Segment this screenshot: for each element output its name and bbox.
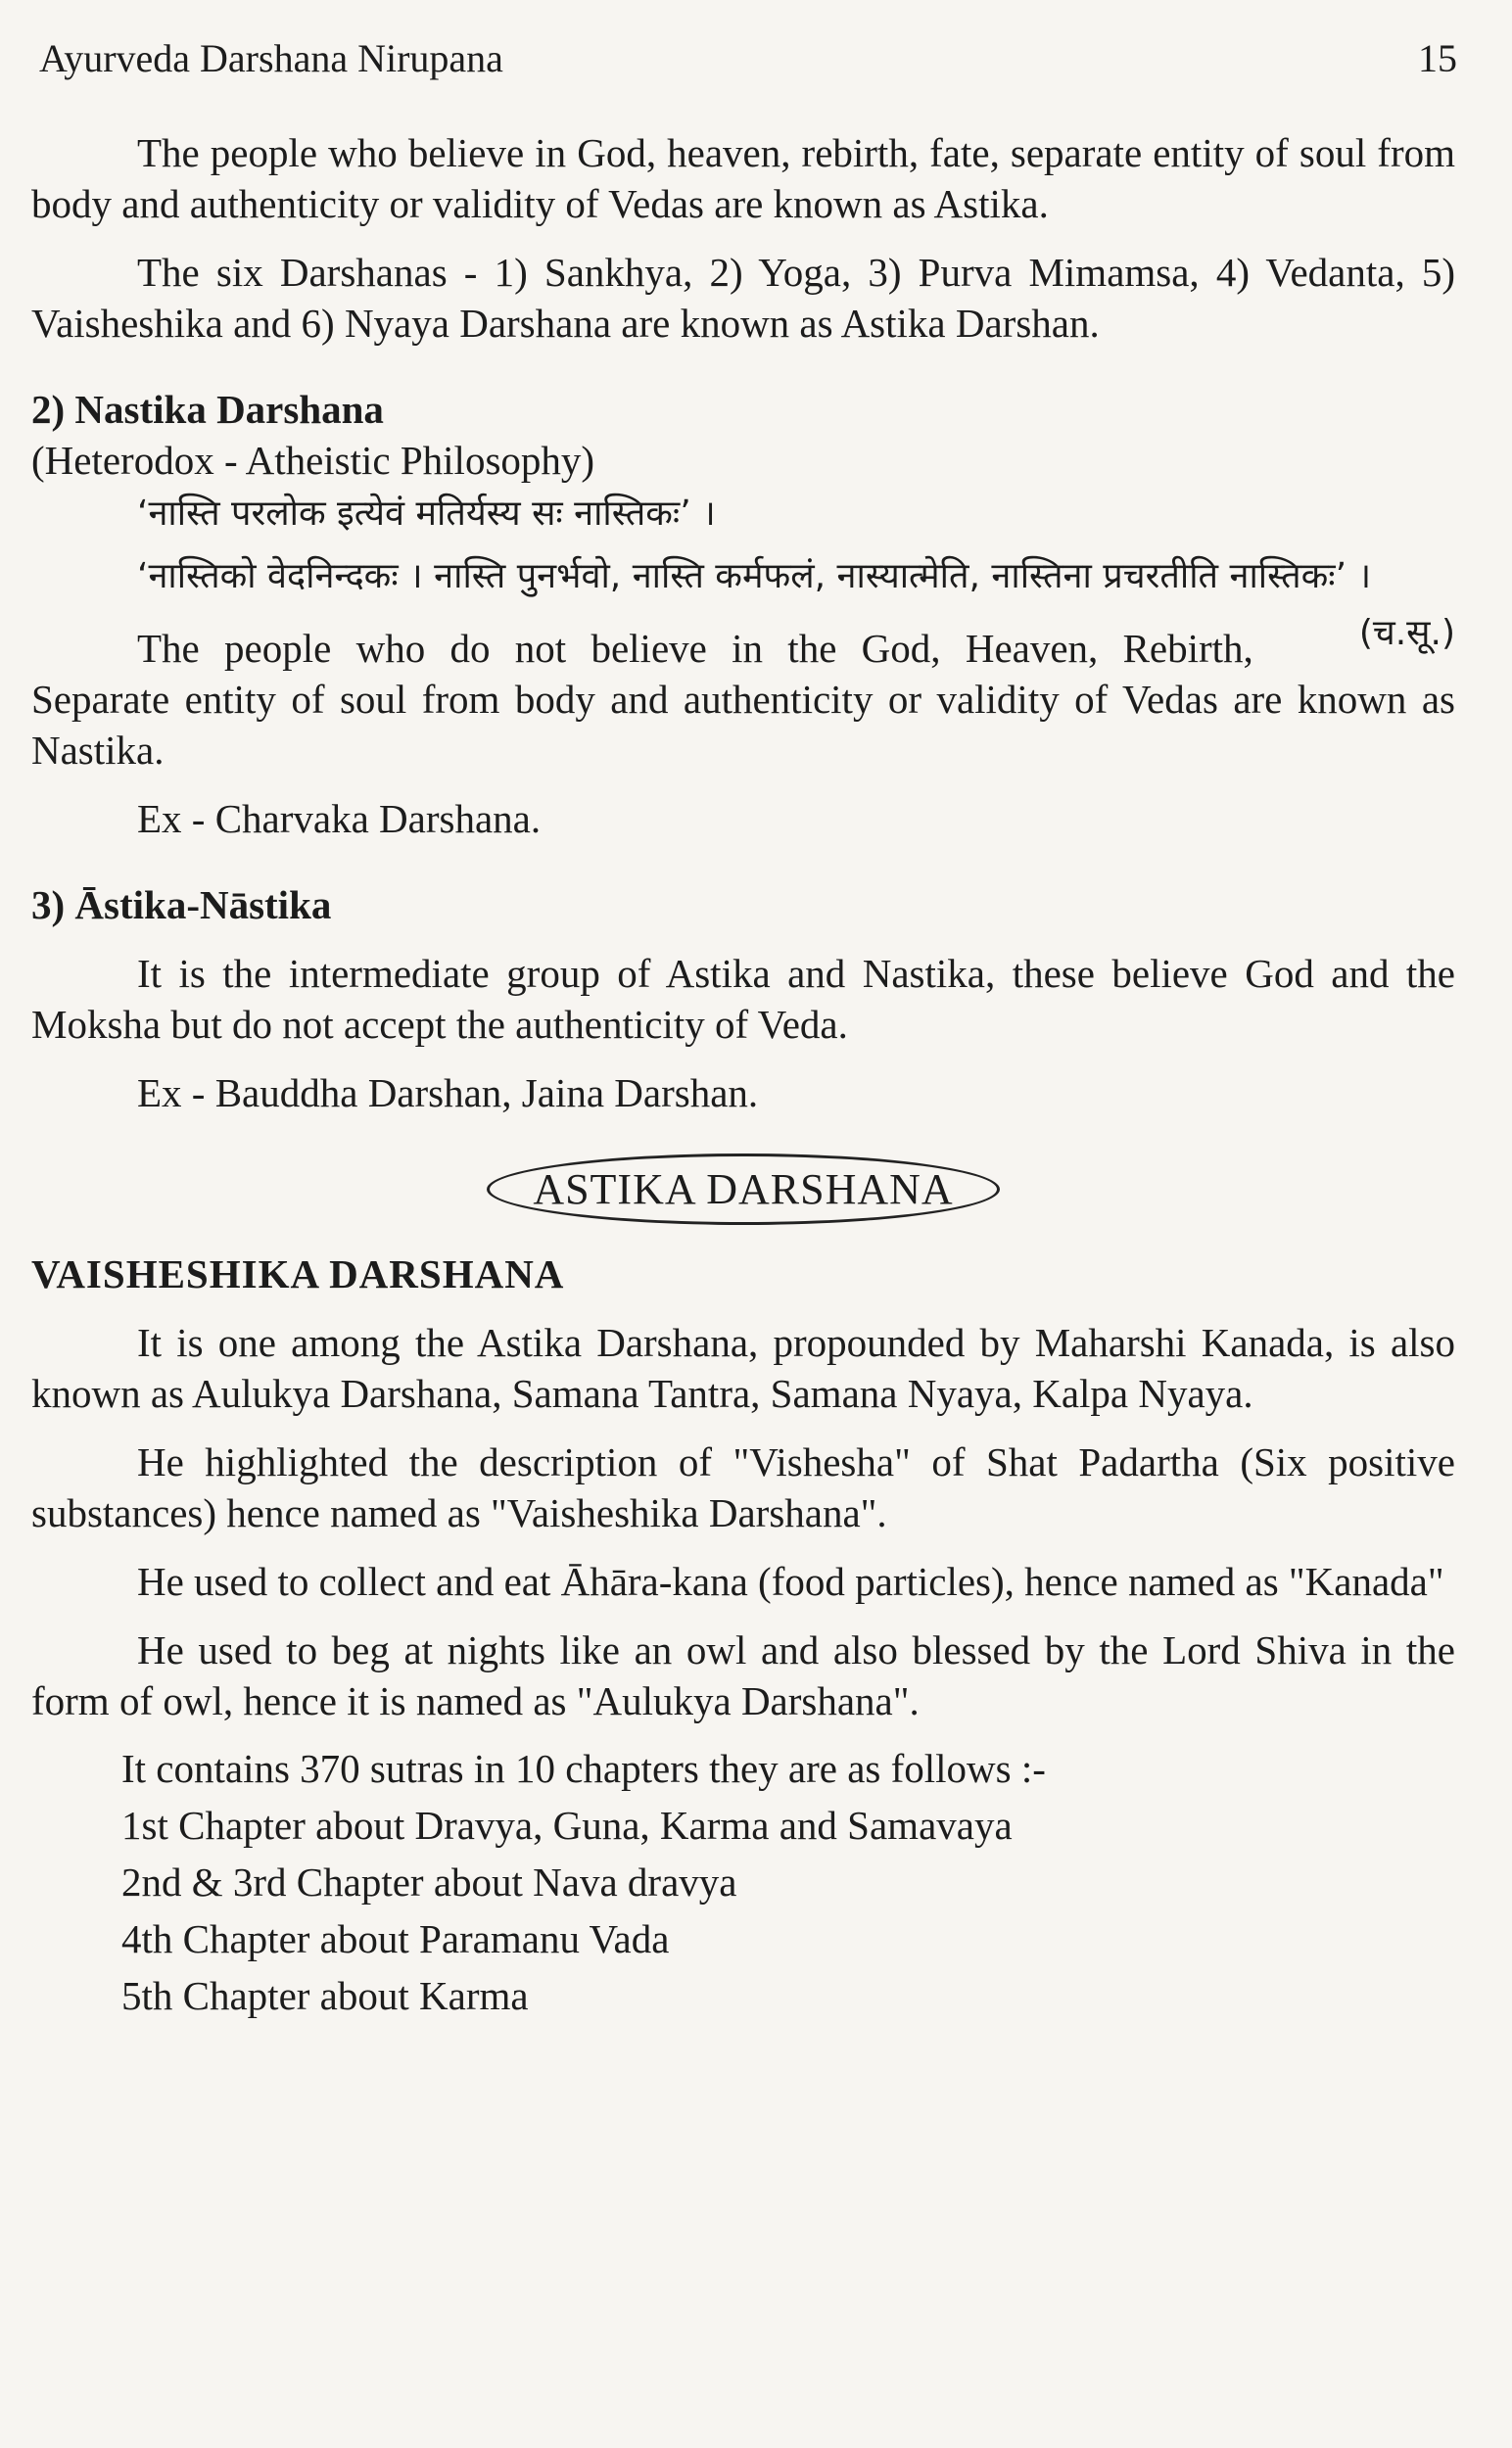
astika-nastika-heading: 3) Āstika-Nāstika [31, 882, 332, 927]
running-header [39, 35, 1457, 81]
vaisheshika-paragraph-4: He used to beg at nights like an owl and also blessed by the Lord Shiva in the form of owl, hence it is named as "Aulukya Darshana". [31, 1627, 1455, 1723]
sanskrit-verse-2 [31, 548, 1455, 653]
list-item: 5th Chapter about Karma [121, 1973, 529, 2018]
nastika-subtitle: (Heterodox - Atheistic Philosophy) [31, 438, 595, 483]
nastika-description: The people who do not believe in the God, Heaven, Rebirth, Separate entity of soul from body and authenticity or validity of Vedas are known as Nastika. [31, 626, 1455, 773]
vaisheshika-paragraph-1: It is one among the Astika Darshana, propounded by Maharshi Kanada, is also known as Aulukya Darshana, Samana Tantra, Samana Nyaya, Kalpa Nyaya. [31, 1320, 1455, 1416]
vaisheshika-paragraph-3: He used to collect and eat Āhāra-kana (food particles), hence named as "Kanada" [137, 1559, 1444, 1604]
vaisheshika-paragraph-2: He highlighted the description of "Vishesha" of Shat Padartha (Six positive substances) hence named as "Vaisheshika Darshana". [31, 1439, 1455, 1535]
astika-nastika-description: It is the intermediate group of Astika and Nastika, these believe God and the Moksha but do not accept the authenticity of Veda. [31, 951, 1455, 1047]
list-item: 4th Chapter about Paramanu Vada [121, 1916, 670, 1961]
astika-nastika-example: Ex - Bauddha Darshan, Jaina Darshan. [137, 1070, 759, 1115]
running-title: Ayurveda Darshana Nirupana [39, 36, 503, 80]
chapter-list-intro: It contains 370 sutras in 10 chapters they are as follows :- [121, 1746, 1046, 1791]
nastika-example: Ex - Charvaka Darshana. [137, 796, 542, 841]
sanskrit-verse-1: ‘नास्ति परलोक इत्येवं मतिर्यस्य सः नास्तिकः’ । [137, 494, 716, 534]
sanskrit-reference: (च.सू.) [1358, 613, 1455, 653]
page-number: 15 [1418, 36, 1457, 80]
astika-definition: The people who believe in God, heaven, rebirth, fate, separate entity of soul from body and authenticity or validity of Vedas are known as Astika. [31, 130, 1455, 226]
list-item: 2nd & 3rd Chapter about Nava dravya [121, 1860, 737, 1905]
six-darshanas-paragraph: The six Darshanas - 1) Sankhya, 2) Yoga, 3) Purva Mimamsa, 4) Vedanta, 5) Vaisheshika and 6) Nyaya Darshana are known as Astika Darshan. [31, 250, 1455, 346]
chapter-list [31, 1740, 1455, 2024]
section-title-oval: ASTIKA DARSHANA [487, 1153, 999, 1225]
page-body [31, 127, 1455, 2024]
sanskrit-verse-2-text: ‘नास्तिको वेदनिन्दकः । नास्ति पुनर्भवो, नास्ति कर्मफलं, नास्यात्मेति, नास्तिना प्रचरतीति नास्तिकः’ । [137, 556, 1372, 596]
vaisheshika-heading: VAISHESHIKA DARSHANA [31, 1251, 565, 1296]
nastika-heading: 2) Nastika Darshana [31, 387, 384, 432]
list-item: 1st Chapter about Dravya, Guna, Karma and Samavaya [121, 1803, 1013, 1848]
section-title-wrapper [31, 1153, 1455, 1225]
